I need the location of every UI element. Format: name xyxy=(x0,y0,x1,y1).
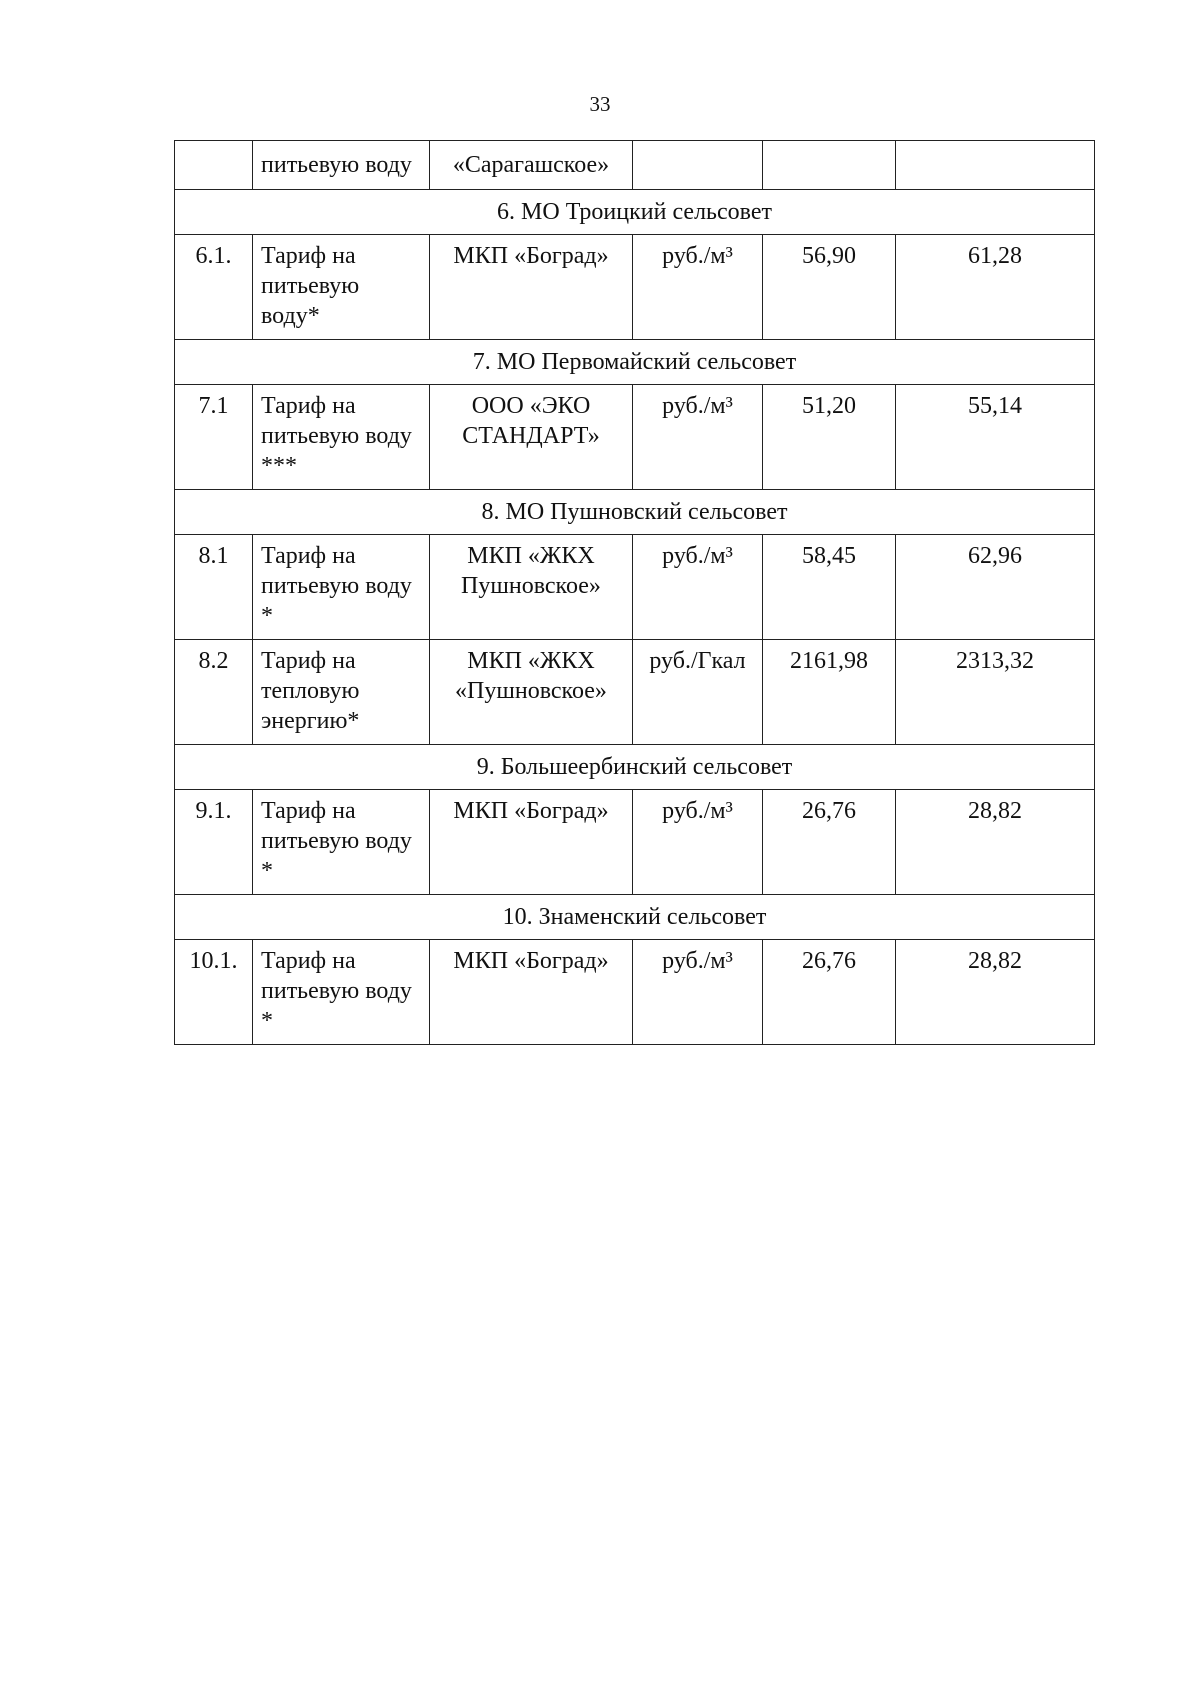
tariff-name: Тариф на питьевую воду * xyxy=(253,790,430,895)
section-header-row xyxy=(175,340,1095,385)
value-1: 26,76 xyxy=(763,790,896,895)
tariff-table xyxy=(174,140,1095,1045)
organization: МКП «ЖКХ Пушновское» xyxy=(430,535,633,640)
table-row-continuation xyxy=(175,141,1095,190)
unit xyxy=(633,141,763,190)
unit: руб./м³ xyxy=(633,790,763,895)
section-header-row xyxy=(175,190,1095,235)
table-row xyxy=(175,640,1095,745)
row-number: 8.2 xyxy=(175,640,253,745)
unit: руб./м³ xyxy=(633,385,763,490)
section-title: 7. МО Первомайский сельсовет xyxy=(175,340,1095,385)
organization: МКП «Боград» xyxy=(430,235,633,340)
table-row xyxy=(175,385,1095,490)
table-row xyxy=(175,235,1095,340)
section-title: 9. Большеербинский сельсовет xyxy=(175,745,1095,790)
table-row xyxy=(175,940,1095,1045)
section-title: 8. МО Пушновский сельсовет xyxy=(175,490,1095,535)
organization: ООО «ЭКО СТАНДАРТ» xyxy=(430,385,633,490)
organization: МКП «Боград» xyxy=(430,940,633,1045)
row-number: 9.1. xyxy=(175,790,253,895)
unit: руб./Гкал xyxy=(633,640,763,745)
value-1: 2161,98 xyxy=(763,640,896,745)
value-2 xyxy=(896,141,1095,190)
tariff-name: Тариф на питьевую воду* xyxy=(253,235,430,340)
value-2: 61,28 xyxy=(896,235,1095,340)
page-number: 33 xyxy=(589,92,611,116)
value-2: 28,82 xyxy=(896,790,1095,895)
section-header-row xyxy=(175,745,1095,790)
value-1 xyxy=(763,141,896,190)
value-2: 2313,32 xyxy=(896,640,1095,745)
unit: руб./м³ xyxy=(633,940,763,1045)
tariff-name: Тариф на питьевую воду * xyxy=(253,940,430,1045)
value-1: 56,90 xyxy=(763,235,896,340)
table-row xyxy=(175,790,1095,895)
organization: МКП «ЖКХ «Пушновское» xyxy=(430,640,633,745)
value-2: 28,82 xyxy=(896,940,1095,1045)
row-number xyxy=(175,141,253,190)
value-2: 62,96 xyxy=(896,535,1095,640)
value-1: 51,20 xyxy=(763,385,896,490)
tariff-name: Тариф на питьевую воду * xyxy=(253,535,430,640)
row-number: 6.1. xyxy=(175,235,253,340)
section-header-row xyxy=(175,490,1095,535)
table-row xyxy=(175,535,1095,640)
organization: МКП «Боград» xyxy=(430,790,633,895)
value-1: 58,45 xyxy=(763,535,896,640)
organization: «Сарагашское» xyxy=(430,141,633,190)
tariff-name: Тариф на тепловую энергию* xyxy=(253,640,430,745)
section-title: 10. Знаменский сельсовет xyxy=(175,895,1095,940)
unit: руб./м³ xyxy=(633,535,763,640)
tariff-name: питьевую воду xyxy=(253,141,430,190)
tariff-name: Тариф на питьевую воду *** xyxy=(253,385,430,490)
row-number: 7.1 xyxy=(175,385,253,490)
unit: руб./м³ xyxy=(633,235,763,340)
section-title: 6. МО Троицкий сельсовет xyxy=(175,190,1095,235)
row-number: 10.1. xyxy=(175,940,253,1045)
section-header-row xyxy=(175,895,1095,940)
value-2: 55,14 xyxy=(896,385,1095,490)
value-1: 26,76 xyxy=(763,940,896,1045)
row-number: 8.1 xyxy=(175,535,253,640)
